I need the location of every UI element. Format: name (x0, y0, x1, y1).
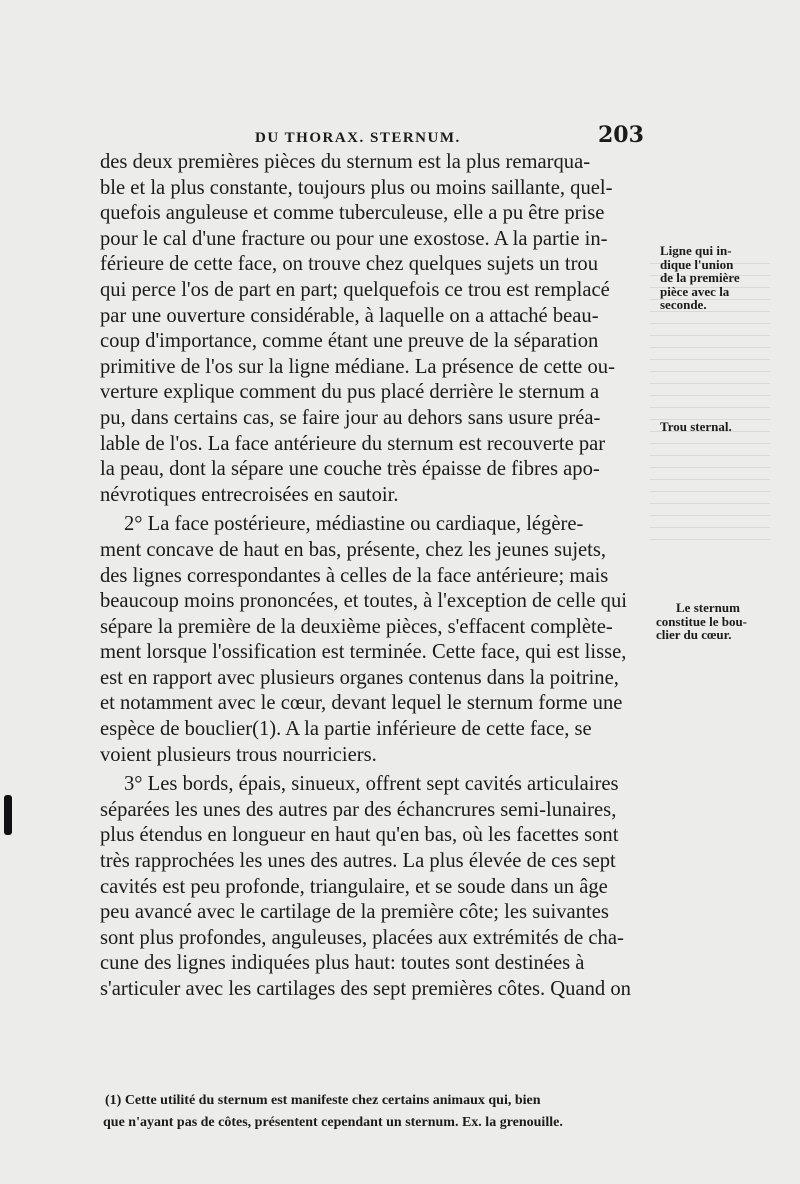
text-line: la peau, dont la sépare une couche très épaisse de fibres apo- (100, 458, 600, 481)
running-title: DU THORAX. STERNUM. (255, 130, 461, 146)
text-line: coup d'importance, comme étant une preuve de la séparation (100, 330, 599, 353)
page-number: 203 (598, 122, 644, 148)
footnote (103, 1090, 648, 1134)
text-line: par une ouverture considérable, à laquelle on a attaché beau- (100, 304, 599, 327)
text-line: lable de l'os. La face antérieure du sternum est recouverte par (100, 432, 606, 455)
text-line: très rapprochées les unes des autres. La plus élevée de ces sept (100, 850, 616, 873)
text-line: cune des lignes indiquées plus haut: toutes sont destinées à (100, 952, 585, 975)
margin-note-trou-sternal (660, 420, 770, 434)
text-line: névrotiques entrecroisées en sautoir. (100, 483, 399, 506)
text-line: des deux premières pièces du sternum est la plus remarqua- (100, 151, 591, 173)
note-line: Trou sternal. (660, 419, 732, 434)
text-line: pour le cal d'une fracture ou pour une exostose. A la partie in- (100, 227, 608, 250)
text-line: 2° La face postérieure, médiastine ou cardiaque, légère- (124, 513, 584, 536)
paragraph-anterior-face (100, 150, 645, 508)
text-line: des lignes correspondantes à celles de la face antérieure; mais (100, 564, 609, 587)
text-line: sont plus profondes, anguleuses, placées aux extrémités de cha- (100, 926, 624, 949)
text-line: ment concave de haut en bas, présente, chez les jeunes sujets, (100, 538, 607, 561)
text-line: séparées les unes des autres par des échancrures semi-lunaires, (100, 798, 617, 821)
footnote-line: (1) Cette utilité du sternum est manifeste chez certains animaux qui, bien (105, 1093, 541, 1108)
note-line: Ligne qui in- (660, 243, 732, 258)
paragraph-borders (100, 772, 645, 1002)
note-line: clier du cœur. (656, 627, 732, 642)
text-line: quefois anguleuse et comme tuberculeuse, elle a pu être prise (100, 202, 605, 225)
margin-note-line (660, 244, 760, 312)
note-line: pièce avec la (660, 283, 730, 299)
text-line: férieure de cette face, on trouve chez quelques sujets un trou (100, 253, 599, 276)
text-line: beaucoup moins prononcées, et toutes, à l'exception de celle qui (100, 590, 627, 613)
paragraph-posterior-face (100, 512, 645, 768)
margin-note-bouclier (656, 601, 766, 642)
text-line: s'articuler avec les cartilages des sept premières côtes. Quand on (100, 978, 631, 1000)
note-line: de la première (660, 270, 740, 285)
text-line: cavités est peu profonde, triangulaire, et se soude dans un âge (100, 875, 608, 898)
text-line: espèce de bouclier(1). A la partie inférieure de cette face, se (100, 718, 592, 741)
footnote-line: que n'ayant pas de côtes, présentent cependant un sternum. Ex. la grenouille. (103, 1115, 563, 1130)
text-line: ment lorsque l'ossification est terminée. Cette face, qui est lisse, (100, 641, 627, 664)
text-line: qui perce l'os de part en part; quelquefois ce trou est remplacé (100, 278, 610, 301)
text-line: sépare la première de la deuxième pièces, s'effacent complète- (100, 615, 613, 638)
text-line: est en rapport avec plusieurs organes contenus dans la poitrine, (100, 666, 619, 689)
text-line: voient plusieurs trous nourriciers. (100, 743, 377, 766)
text-line: verture explique comment du pus placé derrière le sternum a (100, 381, 600, 404)
main-text (100, 150, 645, 1003)
note-line: dique l'union (660, 256, 734, 272)
text-line: peu avancé avec le cartilage de la première côte; les suivantes (100, 901, 609, 924)
note-line: constitue le bou- (656, 613, 747, 629)
text-line: primitive de l'os sur la ligne médiane. La présence de cette ou- (100, 355, 615, 378)
binding-mark (4, 795, 12, 835)
text-line: plus étendus en longueur en haut qu'en bas, où les facettes sont (100, 824, 619, 847)
text-line: et notamment avec le cœur, devant lequel le sternum forme une (100, 692, 623, 715)
note-line: seconde. (660, 297, 707, 312)
text-line: ble et la plus constante, toujours plus ou moins saillante, quel- (100, 176, 613, 199)
note-line: Le sternum (676, 600, 740, 615)
text-line: pu, dans certains cas, se faire jour au dehors sans usure préa- (100, 406, 601, 429)
text-line: 3° Les bords, épais, sinueux, offrent sept cavités articulaires (124, 773, 619, 796)
